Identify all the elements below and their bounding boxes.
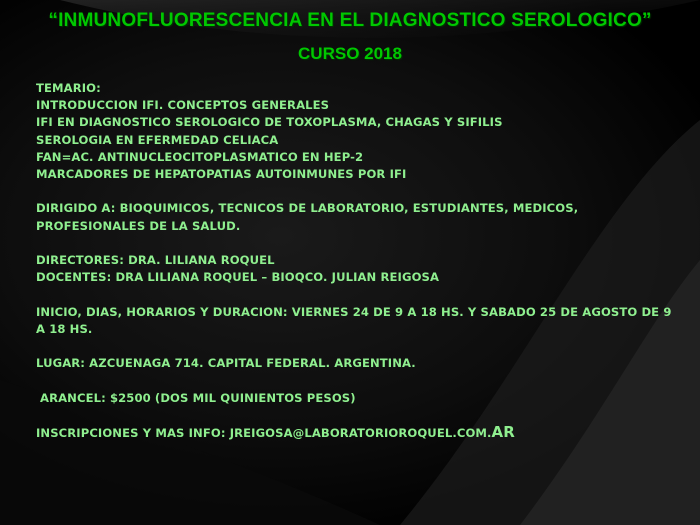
inscripciones-line: [36, 424, 676, 442]
temario-item: IFI EN DIAGNOSTICO SEROLOGICO DE TOXOPLASMA, CHAGAS Y SIFILIS: [36, 115, 503, 130]
inicio-text: INICIO, DIAS, HORARIOS Y DURACION: VIERNES 24 DE 9 A 18 HS. Y SABADO 25 DE AGOSTO DE 9 A 18 HS.: [36, 304, 672, 336]
title-line-1: “INMUNOFLUORESCENCIA EN EL DIAGNOSTICO SEROLOGICO”: [48, 10, 652, 31]
docentes-text: DOCENTES: DRA LILIANA ROQUEL – BIOQCO. JULIAN REIGOSA: [36, 270, 440, 285]
inscripciones-text: INSCRIPCIONES Y MAS INFO: JREIGOSA@LABORATORIOROQUEL.COM.: [36, 425, 492, 440]
temario-heading: TEMARIO:: [36, 81, 101, 95]
temario-item: FAN=AC. ANTINUCLEOCITOPLASMATICO EN HEP-2: [36, 149, 364, 164]
temario-item: SEROLOGIA EN EFERMEDAD CELIACA: [36, 132, 279, 147]
lugar-text: LUGAR: AZCUENAGA 714. CAPITAL FEDERAL. ARGENTINA.: [36, 356, 416, 371]
title-line-2: CURSO 2018: [298, 44, 402, 63]
dirigido-text: DIRIGIDO A: BIOQUIMICOS, TECNICOS DE LABORATORIO, ESTUDIANTES, MEDICOS, PROFESIONALES DE LA SALUD.: [36, 201, 579, 233]
temario-item: INTRODUCCION IFI. CONCEPTOS GENERALES: [36, 98, 330, 113]
directores-text: DIRECTORES: DRA. LILIANA ROQUEL: [36, 253, 275, 267]
temario-item: MARCADORES DE HEPATOPATIAS AUTOINMUNES POR IFI: [36, 167, 407, 182]
arancel-text: ARANCEL: $2500 (DOS MIL QUINIENTOS PESOS): [40, 390, 356, 405]
course-details: [36, 80, 676, 442]
inscripciones-suffix: AR: [491, 422, 515, 441]
